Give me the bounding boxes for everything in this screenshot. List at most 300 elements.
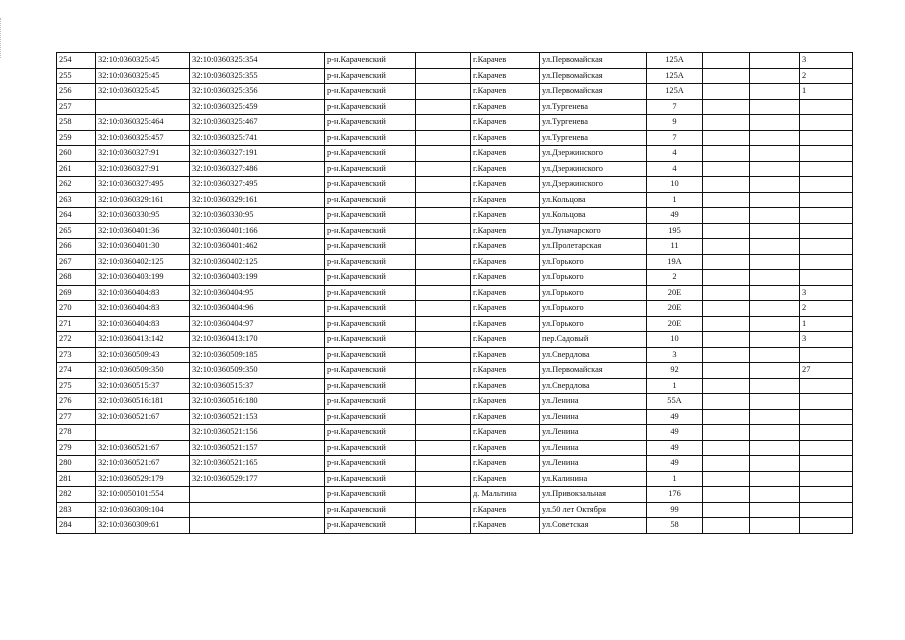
- house-number-cell: 125А: [647, 84, 703, 100]
- settlement-blank-cell: [416, 254, 471, 270]
- object-cadastral-number-cell: 32:10:0360401:166: [190, 223, 325, 239]
- street-cell: ул.Первомайская: [540, 53, 647, 69]
- row-number-cell: 283: [57, 502, 96, 518]
- block-blank-cell: [750, 394, 800, 410]
- parcel-cadastral-number-cell: 32:10:0360329:161: [96, 192, 190, 208]
- locality-cell: г.Карачев: [471, 425, 540, 441]
- street-cell: ул.Калинина: [540, 471, 647, 487]
- locality-cell: г.Карачев: [471, 471, 540, 487]
- row-number-cell: 268: [57, 270, 96, 286]
- object-cadastral-number-cell: 32:10:0360404:95: [190, 285, 325, 301]
- district-cell: р-н.Карачевский: [325, 270, 416, 286]
- building-blank-cell: [703, 378, 750, 394]
- parcel-cadastral-number-cell: 32:10:0360404:83: [96, 285, 190, 301]
- table-row: [57, 99, 853, 115]
- table-row: [57, 456, 853, 472]
- block-blank-cell: [750, 409, 800, 425]
- apartment-number-cell: [800, 394, 853, 410]
- parcel-cadastral-number-cell: 32:10:0360521:67: [96, 409, 190, 425]
- district-cell: р-н.Карачевский: [325, 332, 416, 348]
- table-row: [57, 487, 853, 503]
- apartment-number-cell: [800, 378, 853, 394]
- table-row: [57, 239, 853, 255]
- house-number-cell: 99: [647, 502, 703, 518]
- settlement-blank-cell: [416, 487, 471, 503]
- object-cadastral-number-cell: [190, 502, 325, 518]
- district-cell: р-н.Карачевский: [325, 146, 416, 162]
- parcel-cadastral-number-cell: 32:10:0360509:43: [96, 347, 190, 363]
- apartment-number-cell: [800, 192, 853, 208]
- apartment-number-cell: 1: [800, 84, 853, 100]
- table-row: [57, 208, 853, 224]
- parcel-cadastral-number-cell: 32:10:0360327:495: [96, 177, 190, 193]
- building-blank-cell: [703, 68, 750, 84]
- object-cadastral-number-cell: 32:10:0360330:95: [190, 208, 325, 224]
- district-cell: р-н.Карачевский: [325, 440, 416, 456]
- block-blank-cell: [750, 99, 800, 115]
- house-number-cell: 20Е: [647, 301, 703, 317]
- street-cell: ул.Дзержинского: [540, 146, 647, 162]
- row-number-cell: 281: [57, 471, 96, 487]
- parcel-cadastral-number-cell: 32:10:0360521:67: [96, 456, 190, 472]
- district-cell: р-н.Карачевский: [325, 378, 416, 394]
- block-blank-cell: [750, 53, 800, 69]
- parcel-cadastral-number-cell: 32:10:0360529:179: [96, 471, 190, 487]
- settlement-blank-cell: [416, 208, 471, 224]
- house-number-cell: 10: [647, 332, 703, 348]
- settlement-blank-cell: [416, 347, 471, 363]
- parcel-cadastral-number-cell: 32:10:0360509:350: [96, 363, 190, 379]
- house-number-cell: 125А: [647, 68, 703, 84]
- district-cell: р-н.Карачевский: [325, 502, 416, 518]
- building-blank-cell: [703, 285, 750, 301]
- locality-cell: г.Карачев: [471, 130, 540, 146]
- settlement-blank-cell: [416, 394, 471, 410]
- parcel-cadastral-number-cell: 32:10:0360325:464: [96, 115, 190, 131]
- house-number-cell: 1: [647, 471, 703, 487]
- table-row: [57, 130, 853, 146]
- apartment-number-cell: [800, 177, 853, 193]
- property-registry-table: [56, 52, 853, 534]
- district-cell: р-н.Карачевский: [325, 53, 416, 69]
- building-blank-cell: [703, 270, 750, 286]
- building-blank-cell: [703, 208, 750, 224]
- settlement-blank-cell: [416, 223, 471, 239]
- district-cell: р-н.Карачевский: [325, 363, 416, 379]
- block-blank-cell: [750, 68, 800, 84]
- settlement-blank-cell: [416, 68, 471, 84]
- locality-cell: г.Карачев: [471, 68, 540, 84]
- building-blank-cell: [703, 502, 750, 518]
- settlement-blank-cell: [416, 363, 471, 379]
- table-row: [57, 347, 853, 363]
- table-row: [57, 518, 853, 534]
- block-blank-cell: [750, 285, 800, 301]
- district-cell: р-н.Карачевский: [325, 84, 416, 100]
- object-cadastral-number-cell: 32:10:0360325:741: [190, 130, 325, 146]
- building-blank-cell: [703, 409, 750, 425]
- street-cell: ул.Привокзальная: [540, 487, 647, 503]
- street-cell: ул.Кольцова: [540, 192, 647, 208]
- locality-cell: г.Карачев: [471, 177, 540, 193]
- row-number-cell: 278: [57, 425, 96, 441]
- house-number-cell: 19А: [647, 254, 703, 270]
- parcel-cadastral-number-cell: 32:10:0360401:30: [96, 239, 190, 255]
- block-blank-cell: [750, 208, 800, 224]
- block-blank-cell: [750, 254, 800, 270]
- apartment-number-cell: [800, 502, 853, 518]
- settlement-blank-cell: [416, 518, 471, 534]
- settlement-blank-cell: [416, 502, 471, 518]
- building-blank-cell: [703, 347, 750, 363]
- block-blank-cell: [750, 471, 800, 487]
- row-number-cell: 274: [57, 363, 96, 379]
- row-number-cell: 277: [57, 409, 96, 425]
- district-cell: р-н.Карачевский: [325, 347, 416, 363]
- building-blank-cell: [703, 130, 750, 146]
- house-number-cell: 20Е: [647, 285, 703, 301]
- street-cell: ул.Кольцова: [540, 208, 647, 224]
- house-number-cell: 9: [647, 115, 703, 131]
- block-blank-cell: [750, 223, 800, 239]
- building-blank-cell: [703, 84, 750, 100]
- row-number-cell: 273: [57, 347, 96, 363]
- object-cadastral-number-cell: [190, 487, 325, 503]
- locality-cell: г.Карачев: [471, 223, 540, 239]
- table-row: [57, 425, 853, 441]
- settlement-blank-cell: [416, 115, 471, 131]
- settlement-blank-cell: [416, 285, 471, 301]
- district-cell: р-н.Карачевский: [325, 192, 416, 208]
- parcel-cadastral-number-cell: 32:10:0360325:45: [96, 53, 190, 69]
- house-number-cell: 92: [647, 363, 703, 379]
- settlement-blank-cell: [416, 84, 471, 100]
- table-row: [57, 68, 853, 84]
- locality-cell: г.Карачев: [471, 84, 540, 100]
- locality-cell: г.Карачев: [471, 378, 540, 394]
- row-number-cell: 272: [57, 332, 96, 348]
- locality-cell: г.Карачев: [471, 301, 540, 317]
- block-blank-cell: [750, 161, 800, 177]
- apartment-number-cell: [800, 471, 853, 487]
- table-row: [57, 192, 853, 208]
- building-blank-cell: [703, 53, 750, 69]
- district-cell: р-н.Карачевский: [325, 68, 416, 84]
- object-cadastral-number-cell: 32:10:0360521:156: [190, 425, 325, 441]
- block-blank-cell: [750, 84, 800, 100]
- building-blank-cell: [703, 254, 750, 270]
- parcel-cadastral-number-cell: [96, 99, 190, 115]
- row-number-cell: 280: [57, 456, 96, 472]
- registry-table-body: [57, 53, 853, 534]
- street-cell: ул.Тургенева: [540, 115, 647, 131]
- block-blank-cell: [750, 316, 800, 332]
- block-blank-cell: [750, 440, 800, 456]
- district-cell: р-н.Карачевский: [325, 301, 416, 317]
- table-row: [57, 177, 853, 193]
- house-number-cell: 10: [647, 177, 703, 193]
- apartment-number-cell: 3: [800, 285, 853, 301]
- house-number-cell: 49: [647, 425, 703, 441]
- scan-edge-mark: [0, 18, 4, 58]
- block-blank-cell: [750, 487, 800, 503]
- building-blank-cell: [703, 332, 750, 348]
- settlement-blank-cell: [416, 471, 471, 487]
- apartment-number-cell: [800, 99, 853, 115]
- table-row: [57, 84, 853, 100]
- settlement-blank-cell: [416, 161, 471, 177]
- house-number-cell: 4: [647, 146, 703, 162]
- building-blank-cell: [703, 223, 750, 239]
- street-cell: ул.Ленина: [540, 440, 647, 456]
- object-cadastral-number-cell: [190, 518, 325, 534]
- block-blank-cell: [750, 301, 800, 317]
- street-cell: ул.Первомайская: [540, 68, 647, 84]
- table-row: [57, 115, 853, 131]
- object-cadastral-number-cell: 32:10:0360403:199: [190, 270, 325, 286]
- parcel-cadastral-number-cell: 32:10:0360515:37: [96, 378, 190, 394]
- parcel-cadastral-number-cell: 32:10:0050101:554: [96, 487, 190, 503]
- object-cadastral-number-cell: 32:10:0360325:355: [190, 68, 325, 84]
- table-row: [57, 254, 853, 270]
- house-number-cell: 2: [647, 270, 703, 286]
- parcel-cadastral-number-cell: 32:10:0360403:199: [96, 270, 190, 286]
- block-blank-cell: [750, 363, 800, 379]
- row-number-cell: 254: [57, 53, 96, 69]
- locality-cell: г.Карачев: [471, 115, 540, 131]
- object-cadastral-number-cell: 32:10:0360325:467: [190, 115, 325, 131]
- parcel-cadastral-number-cell: [96, 425, 190, 441]
- parcel-cadastral-number-cell: 32:10:0360309:104: [96, 502, 190, 518]
- table-row: [57, 378, 853, 394]
- settlement-blank-cell: [416, 99, 471, 115]
- house-number-cell: 7: [647, 99, 703, 115]
- settlement-blank-cell: [416, 316, 471, 332]
- settlement-blank-cell: [416, 239, 471, 255]
- settlement-blank-cell: [416, 177, 471, 193]
- district-cell: р-н.Карачевский: [325, 487, 416, 503]
- row-number-cell: 266: [57, 239, 96, 255]
- district-cell: р-н.Карачевский: [325, 254, 416, 270]
- parcel-cadastral-number-cell: 32:10:0360325:457: [96, 130, 190, 146]
- street-cell: ул.Горького: [540, 316, 647, 332]
- object-cadastral-number-cell: 32:10:0360509:185: [190, 347, 325, 363]
- street-cell: ул.Первомайская: [540, 363, 647, 379]
- district-cell: р-н.Карачевский: [325, 471, 416, 487]
- object-cadastral-number-cell: 32:10:0360516:180: [190, 394, 325, 410]
- locality-cell: г.Карачев: [471, 192, 540, 208]
- block-blank-cell: [750, 518, 800, 534]
- parcel-cadastral-number-cell: 32:10:0360404:83: [96, 301, 190, 317]
- table-row: [57, 223, 853, 239]
- building-blank-cell: [703, 146, 750, 162]
- street-cell: ул.Свердлова: [540, 378, 647, 394]
- block-blank-cell: [750, 130, 800, 146]
- locality-cell: г.Карачев: [471, 239, 540, 255]
- settlement-blank-cell: [416, 332, 471, 348]
- parcel-cadastral-number-cell: 32:10:0360402:125: [96, 254, 190, 270]
- settlement-blank-cell: [416, 130, 471, 146]
- house-number-cell: 49: [647, 440, 703, 456]
- locality-cell: г.Карачев: [471, 518, 540, 534]
- parcel-cadastral-number-cell: 32:10:0360516:181: [96, 394, 190, 410]
- settlement-blank-cell: [416, 425, 471, 441]
- row-number-cell: 271: [57, 316, 96, 332]
- object-cadastral-number-cell: 32:10:0360509:350: [190, 363, 325, 379]
- district-cell: р-н.Карачевский: [325, 456, 416, 472]
- block-blank-cell: [750, 146, 800, 162]
- table-row: [57, 53, 853, 69]
- house-number-cell: 176: [647, 487, 703, 503]
- house-number-cell: 49: [647, 208, 703, 224]
- apartment-number-cell: [800, 487, 853, 503]
- apartment-number-cell: [800, 409, 853, 425]
- object-cadastral-number-cell: 32:10:0360529:177: [190, 471, 325, 487]
- settlement-blank-cell: [416, 440, 471, 456]
- building-blank-cell: [703, 301, 750, 317]
- street-cell: ул.Луначарского: [540, 223, 647, 239]
- table-row: [57, 471, 853, 487]
- row-number-cell: 264: [57, 208, 96, 224]
- district-cell: р-н.Карачевский: [325, 425, 416, 441]
- apartment-number-cell: [800, 115, 853, 131]
- street-cell: ул.Горького: [540, 301, 647, 317]
- street-cell: ул.Дзержинского: [540, 161, 647, 177]
- apartment-number-cell: [800, 254, 853, 270]
- building-blank-cell: [703, 394, 750, 410]
- settlement-blank-cell: [416, 301, 471, 317]
- parcel-cadastral-number-cell: 32:10:0360401:36: [96, 223, 190, 239]
- row-number-cell: 261: [57, 161, 96, 177]
- house-number-cell: 195: [647, 223, 703, 239]
- apartment-number-cell: [800, 239, 853, 255]
- object-cadastral-number-cell: 32:10:0360521:153: [190, 409, 325, 425]
- district-cell: р-н.Карачевский: [325, 239, 416, 255]
- locality-cell: г.Карачев: [471, 440, 540, 456]
- locality-cell: г.Карачев: [471, 208, 540, 224]
- parcel-cadastral-number-cell: 32:10:0360327:91: [96, 161, 190, 177]
- object-cadastral-number-cell: 32:10:0360404:96: [190, 301, 325, 317]
- parcel-cadastral-number-cell: 32:10:0360413:142: [96, 332, 190, 348]
- building-blank-cell: [703, 425, 750, 441]
- house-number-cell: 49: [647, 456, 703, 472]
- block-blank-cell: [750, 332, 800, 348]
- object-cadastral-number-cell: 32:10:0360404:97: [190, 316, 325, 332]
- street-cell: ул.Дзержинского: [540, 177, 647, 193]
- apartment-number-cell: [800, 161, 853, 177]
- street-cell: ул.Тургенева: [540, 99, 647, 115]
- row-number-cell: 276: [57, 394, 96, 410]
- locality-cell: д. Мальтина: [471, 487, 540, 503]
- table-row: [57, 301, 853, 317]
- block-blank-cell: [750, 347, 800, 363]
- table-row: [57, 409, 853, 425]
- street-cell: ул.Горького: [540, 285, 647, 301]
- table-row: [57, 394, 853, 410]
- settlement-blank-cell: [416, 456, 471, 472]
- locality-cell: г.Карачев: [471, 394, 540, 410]
- parcel-cadastral-number-cell: 32:10:0360309:61: [96, 518, 190, 534]
- district-cell: р-н.Карачевский: [325, 177, 416, 193]
- table-row: [57, 285, 853, 301]
- district-cell: р-н.Карачевский: [325, 285, 416, 301]
- settlement-blank-cell: [416, 378, 471, 394]
- table-row: [57, 146, 853, 162]
- row-number-cell: 256: [57, 84, 96, 100]
- district-cell: р-н.Карачевский: [325, 130, 416, 146]
- apartment-number-cell: 2: [800, 301, 853, 317]
- street-cell: ул.Горького: [540, 254, 647, 270]
- district-cell: р-н.Карачевский: [325, 208, 416, 224]
- street-cell: ул.Ленина: [540, 425, 647, 441]
- table-row: [57, 440, 853, 456]
- locality-cell: г.Карачев: [471, 285, 540, 301]
- object-cadastral-number-cell: 32:10:0360413:170: [190, 332, 325, 348]
- locality-cell: г.Карачев: [471, 332, 540, 348]
- building-blank-cell: [703, 192, 750, 208]
- apartment-number-cell: [800, 440, 853, 456]
- apartment-number-cell: 3: [800, 332, 853, 348]
- district-cell: р-н.Карачевский: [325, 518, 416, 534]
- locality-cell: г.Карачев: [471, 456, 540, 472]
- row-number-cell: 270: [57, 301, 96, 317]
- row-number-cell: 263: [57, 192, 96, 208]
- building-blank-cell: [703, 440, 750, 456]
- object-cadastral-number-cell: 32:10:0360329:161: [190, 192, 325, 208]
- row-number-cell: 257: [57, 99, 96, 115]
- settlement-blank-cell: [416, 409, 471, 425]
- parcel-cadastral-number-cell: 32:10:0360330:95: [96, 208, 190, 224]
- object-cadastral-number-cell: 32:10:0360401:462: [190, 239, 325, 255]
- apartment-number-cell: 27: [800, 363, 853, 379]
- building-blank-cell: [703, 363, 750, 379]
- row-number-cell: 269: [57, 285, 96, 301]
- block-blank-cell: [750, 378, 800, 394]
- locality-cell: г.Карачев: [471, 502, 540, 518]
- street-cell: ул.Тургенева: [540, 130, 647, 146]
- locality-cell: г.Карачев: [471, 270, 540, 286]
- table-row: [57, 316, 853, 332]
- table-row: [57, 161, 853, 177]
- house-number-cell: 1: [647, 192, 703, 208]
- street-cell: ул.50 лет Октября: [540, 502, 647, 518]
- building-blank-cell: [703, 518, 750, 534]
- apartment-number-cell: 3: [800, 53, 853, 69]
- building-blank-cell: [703, 161, 750, 177]
- apartment-number-cell: [800, 456, 853, 472]
- house-number-cell: 7: [647, 130, 703, 146]
- house-number-cell: 11: [647, 239, 703, 255]
- street-cell: ул.Ленина: [540, 394, 647, 410]
- block-blank-cell: [750, 270, 800, 286]
- parcel-cadastral-number-cell: 32:10:0360521:67: [96, 440, 190, 456]
- parcel-cadastral-number-cell: 32:10:0360327:91: [96, 146, 190, 162]
- row-number-cell: 259: [57, 130, 96, 146]
- row-number-cell: 275: [57, 378, 96, 394]
- apartment-number-cell: [800, 223, 853, 239]
- apartment-number-cell: [800, 347, 853, 363]
- building-blank-cell: [703, 456, 750, 472]
- object-cadastral-number-cell: 32:10:0360325:356: [190, 84, 325, 100]
- object-cadastral-number-cell: 32:10:0360402:125: [190, 254, 325, 270]
- house-number-cell: 1: [647, 378, 703, 394]
- row-number-cell: 258: [57, 115, 96, 131]
- locality-cell: г.Карачев: [471, 146, 540, 162]
- apartment-number-cell: [800, 518, 853, 534]
- settlement-blank-cell: [416, 192, 471, 208]
- locality-cell: г.Карачев: [471, 99, 540, 115]
- object-cadastral-number-cell: 32:10:0360327:495: [190, 177, 325, 193]
